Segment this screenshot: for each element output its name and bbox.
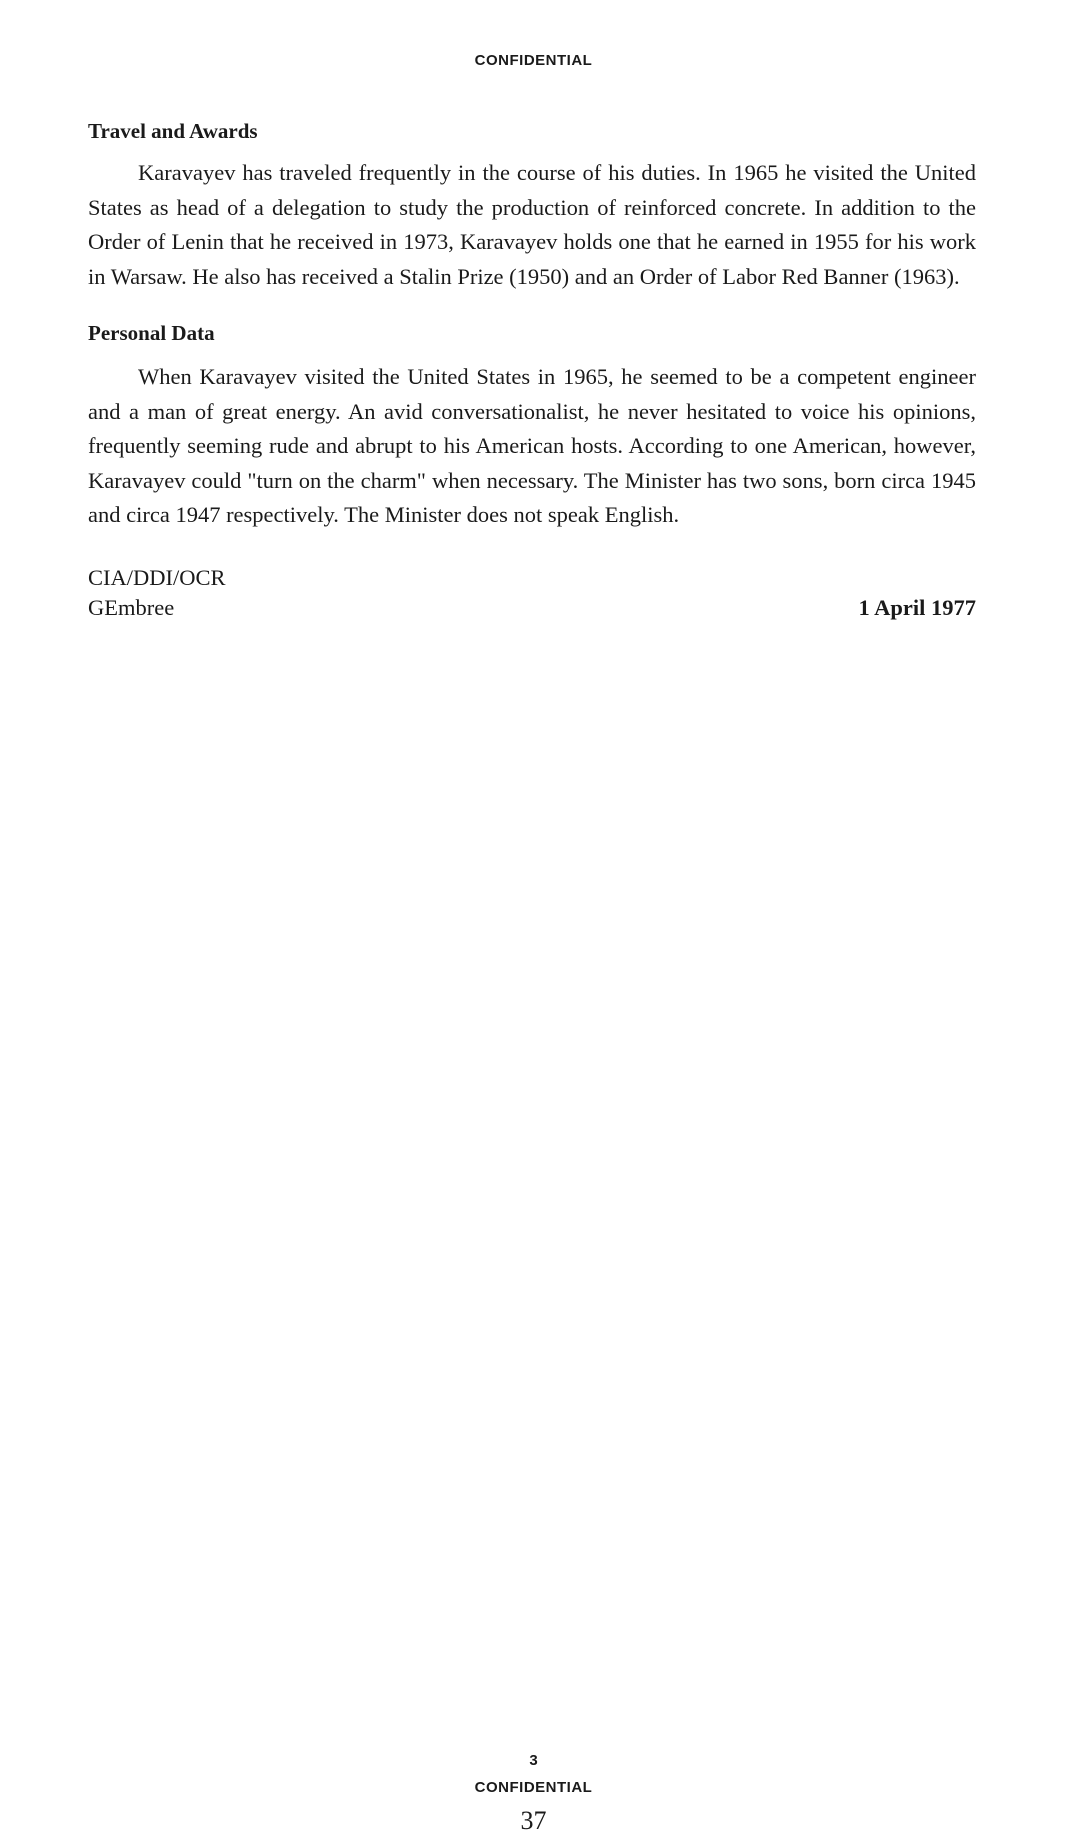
document-body xyxy=(88,118,976,623)
section-body-travel: Karavayev has traveled frequently in the course of his duties. In 1965 he visited the United States as head of a delegation to study the production of reinforced concrete. In addition to the Order of Lenin that he received in 1973, Karavayev holds one that he earned in 1955 for his work in Warsaw. He also has received a Stalin Prize (1950) and an Order of Labor Red Banner (1963). xyxy=(88,160,976,289)
document-footer xyxy=(88,563,976,623)
section-heading-personal: Personal Data xyxy=(88,321,215,345)
section-body-personal: When Karavayev visited the United States in 1965, he seemed to be a competent engineer and a man of great energy. An avid conversationalist, he never hesitated to voice his opinions, frequently seeming rude and abrupt to his American hosts. According to one American, however, Karavayev could "turn on the charm" when necessary. The Minister has two sons, born circa 1945 and circa 1947 respectively. The Minister does not speak English. xyxy=(88,364,976,527)
footer-author: GEmbree xyxy=(88,594,175,620)
folio-number: 37 xyxy=(520,1806,547,1835)
classification-footer: CONFIDENTIAL xyxy=(474,1779,593,1796)
page-number: 3 xyxy=(529,1752,538,1769)
classification-header: CONFIDENTIAL xyxy=(474,52,593,69)
footer-office: CIA/DDI/OCR xyxy=(88,564,226,590)
section-heading-travel: Travel and Awards xyxy=(88,119,258,143)
footer-date: 1 April 1977 xyxy=(858,594,976,620)
